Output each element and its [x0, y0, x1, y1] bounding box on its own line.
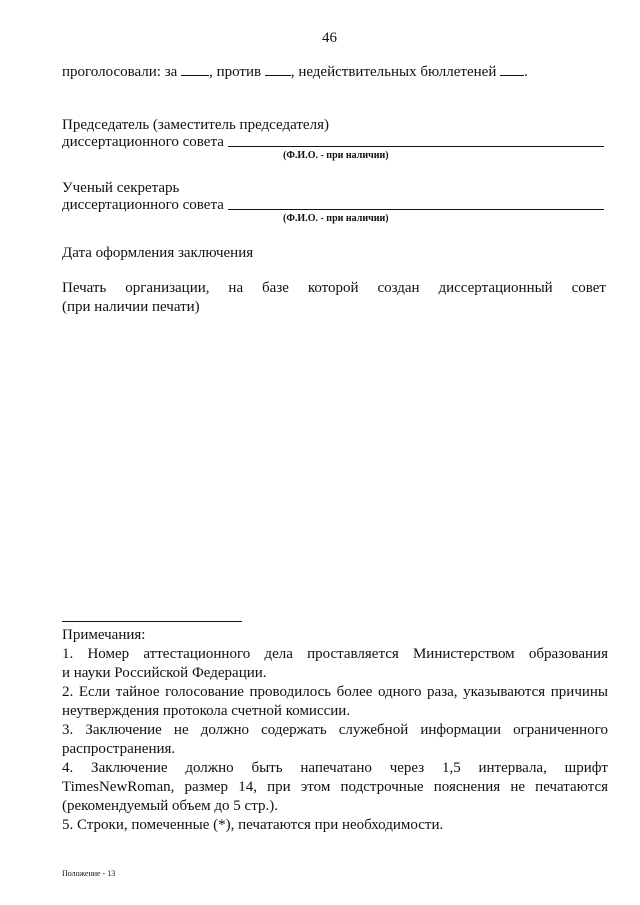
chairman-title: Председатель (заместитель председателя) — [62, 117, 329, 133]
footer-label: Положение - 13 — [62, 869, 116, 878]
vote-line — [62, 62, 528, 82]
chairman-council-label: диссертационного совета — [62, 134, 224, 150]
note-2-line-1: 2. Если тайное голосование проводилось более одного раза, указываются причины — [62, 684, 608, 700]
notes-separator — [62, 621, 242, 622]
vote-end: . — [524, 64, 528, 80]
page-number: 46 — [322, 30, 337, 46]
seal-line-2: (при наличии печати) — [62, 299, 200, 315]
note-2-line-2: неутверждения протокола счетной комиссии. — [62, 703, 351, 719]
note-5-line-1: 5. Строки, помеченные (*), печатаются при необходимости. — [62, 817, 444, 833]
vote-against-blank — [265, 62, 291, 76]
secretary-signature-line — [228, 209, 604, 210]
vote-for-blank — [181, 62, 209, 76]
chairman-signature-line — [228, 146, 604, 147]
vote-against-label: , против — [209, 64, 262, 80]
vote-invalid-blank — [500, 62, 524, 76]
date-label: Дата оформления заключения — [62, 245, 254, 261]
seal-line-1: Печать организации, на базе которой создан диссертационный совет — [62, 280, 606, 296]
note-4-line-2: TimesNewRoman, размер 14, при этом подстрочные пояснения не печатаются — [62, 779, 608, 795]
chairman-name-caption: (Ф.И.О. - при наличии) — [283, 150, 389, 161]
note-1-line-2: и науки Российской Федерации. — [62, 665, 267, 681]
note-4-line-3: (рекомендуемый объем до 5 стр.). — [62, 798, 278, 814]
vote-for-label: проголосовали: за — [62, 64, 178, 80]
secretary-name-caption: (Ф.И.О. - при наличии) — [283, 213, 389, 224]
note-4-line-1: 4. Заключение должно быть напечатано через 1,5 интервала, шрифт — [62, 760, 608, 776]
secretary-title: Ученый секретарь — [62, 180, 180, 196]
note-3-line-2: распространения. — [62, 741, 176, 757]
note-1-line-1: 1. Номер аттестационного дела проставляется Министерством образования — [62, 646, 608, 662]
secretary-council-label: диссертационного совета — [62, 197, 224, 213]
note-3-line-1: 3. Заключение не должно содержать служебной информации ограниченного — [62, 722, 608, 738]
notes-title: Примечания: — [62, 627, 146, 643]
vote-invalid-label: , недействительных бюллетеней — [290, 64, 497, 80]
